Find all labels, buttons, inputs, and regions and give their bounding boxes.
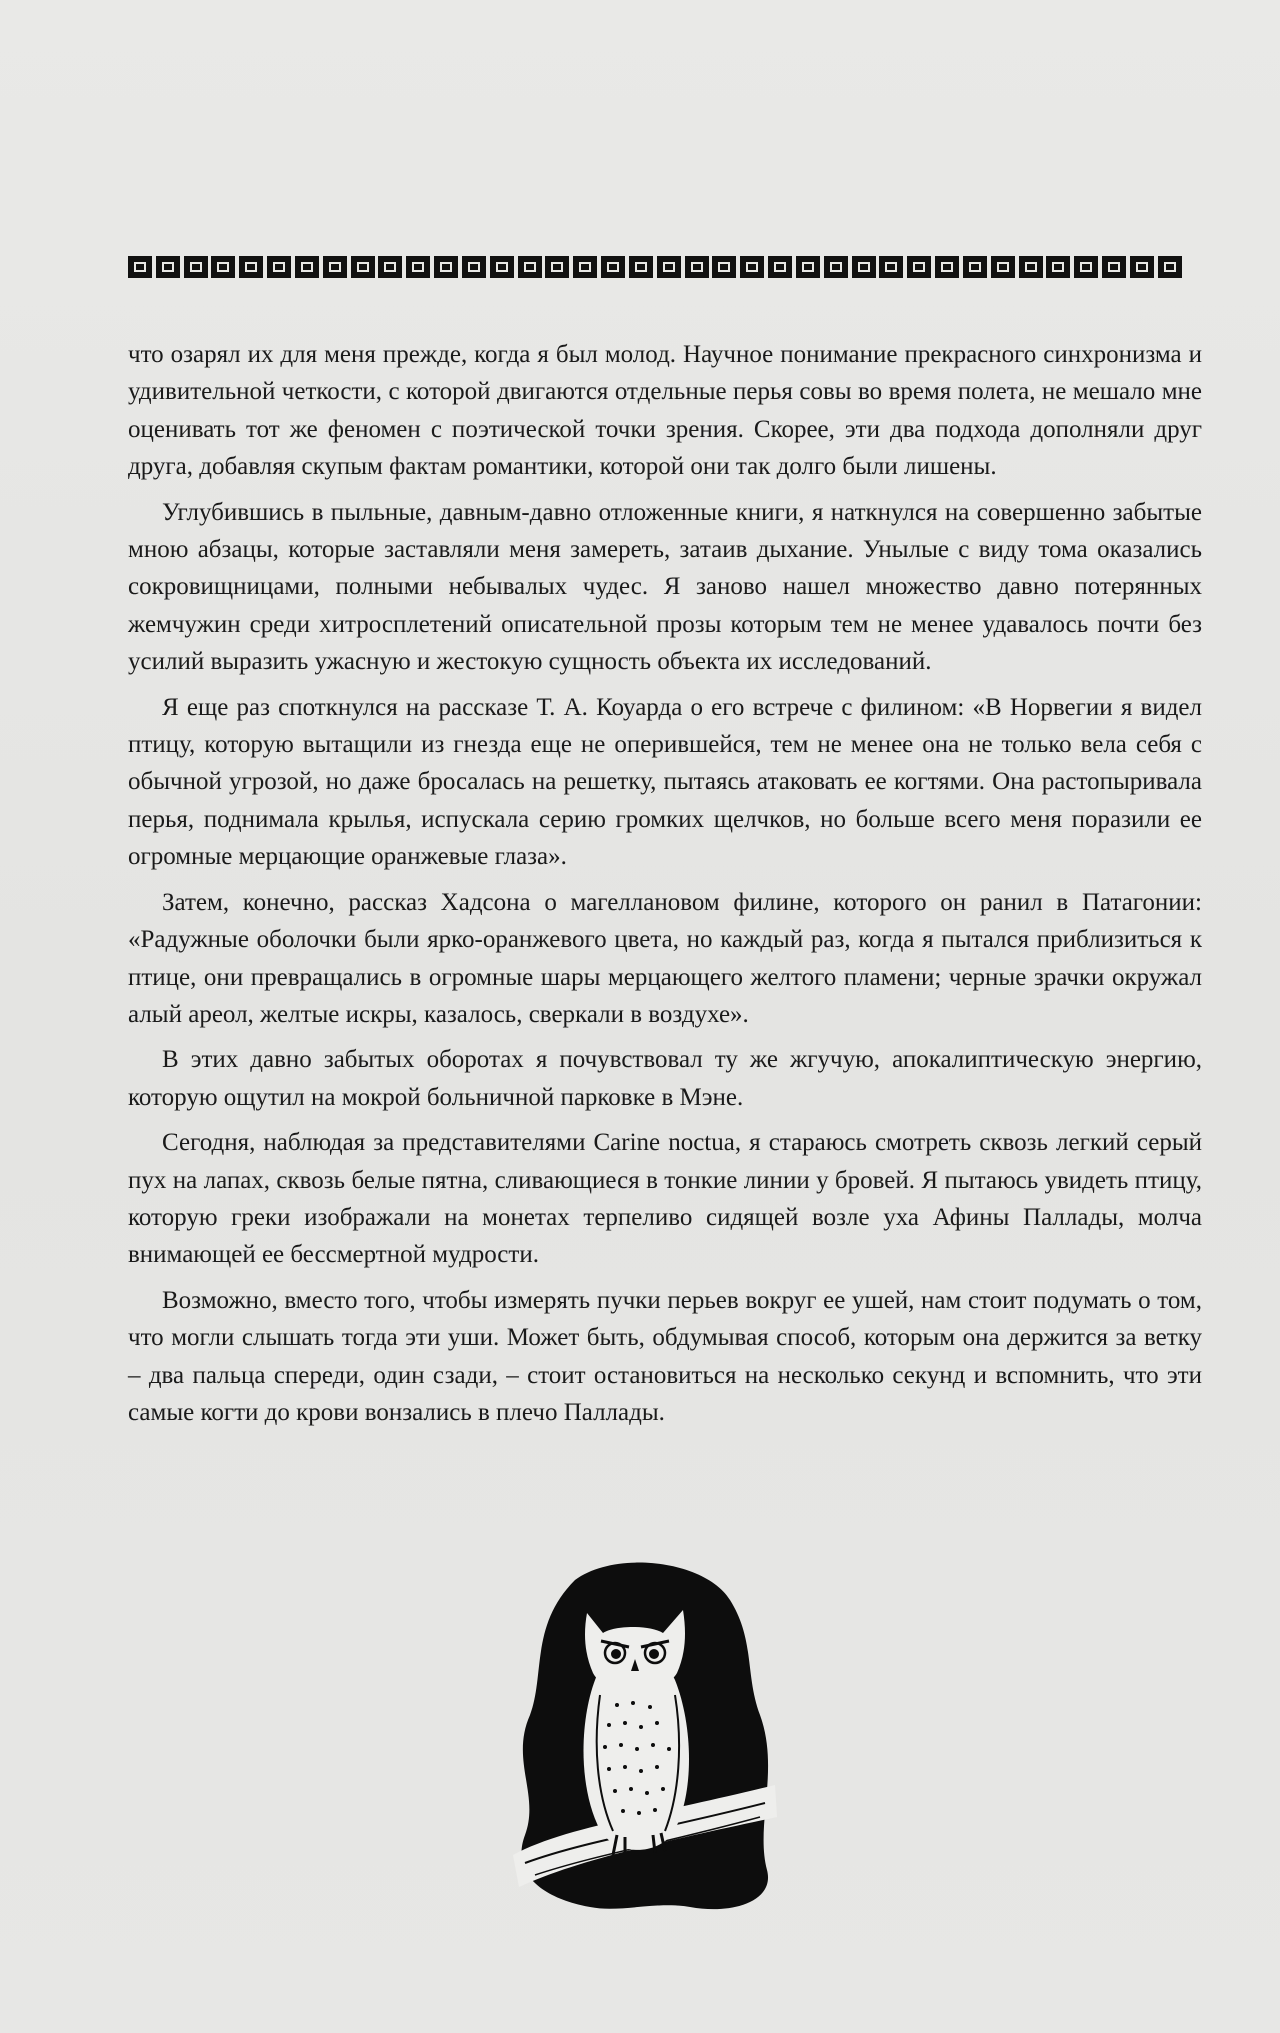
body-text — [128, 336, 1202, 1439]
ornament-square — [991, 256, 1015, 278]
ornament-square — [573, 256, 597, 278]
paragraph-4: Затем, конечно, рассказ Хадсона о магеллановом филине, которого он ранил в Патагонии: «Радужные оболочки были ярко-оранжевого цвета, но каждый раз, когда я пытался приблизиться к птице, они превращались в огромные шары мерцающего желтого пламени; черные зрачки окружал алый ареол, желтые искры, казалось, сверкали в воздухе». — [128, 888, 1202, 1028]
ornament-square — [239, 256, 263, 278]
ornament-square — [1130, 256, 1154, 278]
ornament-square — [768, 256, 792, 278]
ornament-square — [1019, 256, 1043, 278]
ornament-square — [462, 256, 486, 278]
ornament-square — [434, 256, 458, 278]
ornament-square — [351, 256, 375, 278]
ornament-square — [406, 256, 430, 278]
decorative-border-band — [128, 252, 1182, 282]
ornament-square — [1046, 256, 1070, 278]
ornament-square — [184, 256, 208, 278]
ornament-square — [685, 256, 709, 278]
paragraph-5: В этих давно забытых оборотах я почувствовал ту же жгучую, апокалиптическую энергию, которую ощутил на мокрой больничной парковке в Мэне. — [128, 1046, 1202, 1111]
paragraph-3: Я еще раз споткнулся на рассказе Т. А. Коуарда о его встрече с филином: «В Норвегии я видел птицу, которую вытащили из гнезда еще не оперившейся, тем не менее она не только вела себя с обычной угрозой, но даже бросалась на решетку, пытаясь атаковать ее когтями. Она растопыривала перья, поднимала крылья, испускала серию громких щелчков, но больше всего меня поразили ее огромные мерцающие оранжевые глаза». — [128, 693, 1202, 871]
ornament-square — [712, 256, 736, 278]
owl-on-branch-icon — [505, 1555, 780, 1920]
ornament-square — [128, 256, 152, 278]
ornament-square — [601, 256, 625, 278]
ornament-square — [323, 256, 347, 278]
ornament-square — [657, 256, 681, 278]
ornament-square — [1074, 256, 1098, 278]
ornament-square — [211, 256, 235, 278]
ornament-square — [1158, 256, 1182, 278]
ornament-square — [935, 256, 959, 278]
ornament-square — [1102, 256, 1126, 278]
ornament-square — [378, 256, 402, 278]
ornament-square — [295, 256, 319, 278]
ornament-square — [796, 256, 820, 278]
ornament-square — [518, 256, 542, 278]
ornament-square — [629, 256, 653, 278]
ornament-square — [824, 256, 848, 278]
ornament-square — [267, 256, 291, 278]
ornament-square — [852, 256, 876, 278]
ornament-square — [907, 256, 931, 278]
paragraph-2: Углубившись в пыльные, давным-давно отложенные книги, я наткнулся на совершенно забытые мною абзацы, которые заставляли меня замереть, затаив дыхание. Унылые с виду тома оказались сокровищницами, полными небывалых чудес. Я заново нашел множество давно потерянных жемчужин среди хитросплетений описательной прозы которым тем не менее удавалось почти без усилий выразить ужасную и жестокую сущность объекта их исследований. — [128, 498, 1202, 676]
paragraph-1: что озарял их для меня прежде, когда я был молод. Научное понимание прекрасного синхронизма и удивительной четкости, с которой двигаются отдельные перья совы во время полета, не мешало мне оценивать тот же феномен с поэтической точки зрения. Скорее, эти два подхода дополняли друг друга, добавляя скупым фактам романтики, которой они так долго были лишены. — [128, 341, 1202, 481]
ornament-square — [490, 256, 514, 278]
ornament-square — [879, 256, 903, 278]
ornament-square — [156, 256, 180, 278]
paragraph-7: Возможно, вместо того, чтобы измерять пучки перьев вокруг ее ушей, нам стоит подумать о том, что могли слышать тогда эти уши. Может быть, обдумывая способ, которым она держится за ветку – два пальца спереди, один сзади, – стоит остановиться на несколько секунд и вспомнить, что эти самые когти до крови вонзались в плечо Паллады. — [128, 1286, 1202, 1426]
ornament-square — [963, 256, 987, 278]
ornament-square — [740, 256, 764, 278]
paragraph-6: Сегодня, наблюдая за представителями Carine noctua, я стараюсь смотреть сквозь легкий серый пух на лапах, сквозь белые пятна, сливающиеся в тонкие линии у бровей. Я пытаюсь увидеть птицу, которую греки изображали на монетах терпеливо сидящей возле уха Афины Паллады, молча внимающей ее бессмертной мудрости. — [128, 1129, 1202, 1269]
ornament-square — [545, 256, 569, 278]
